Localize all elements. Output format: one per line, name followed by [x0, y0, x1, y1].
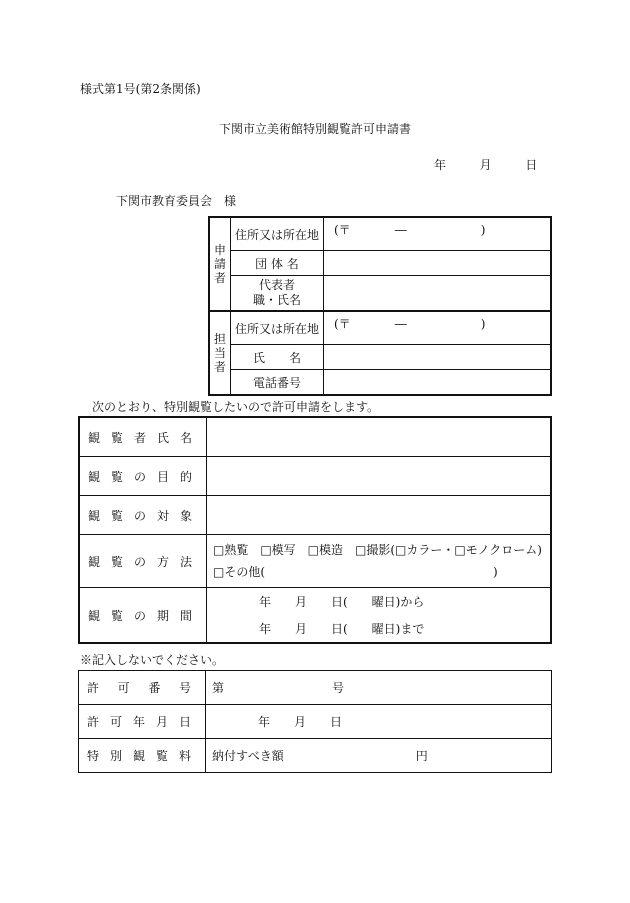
- date-month: 月: [479, 158, 492, 172]
- label-char: 覧: [155, 749, 168, 763]
- permit-number-label: [79, 671, 206, 705]
- rep-label-line: 職・氏名: [252, 293, 301, 307]
- label-char: 月: [155, 715, 168, 729]
- label-char: 覧: [110, 430, 123, 445]
- label-char: の: [133, 469, 146, 484]
- applicant-group-label: [209, 217, 231, 311]
- permit-date-field[interactable]: 年 月 日: [206, 705, 552, 739]
- label-char: 観: [132, 749, 145, 763]
- zip-open: (〒: [334, 317, 351, 331]
- applicant-rep-field[interactable]: [324, 276, 552, 312]
- permit-number-field[interactable]: 第 号: [206, 671, 552, 705]
- method-label: [79, 535, 207, 588]
- label-char: 観: [88, 554, 101, 569]
- label-char: 観: [88, 608, 101, 623]
- method-other-line[interactable]: □その他( ): [213, 565, 498, 579]
- label-char: 料: [178, 749, 191, 763]
- label-char: 覧: [110, 508, 123, 523]
- label-char: 目: [156, 469, 169, 484]
- form-number: 様式第1号(第2条関係): [80, 82, 201, 96]
- label-char: 年: [132, 715, 145, 729]
- viewer-name-field[interactable]: [207, 417, 552, 457]
- fee-label: [79, 739, 206, 773]
- label-char: 日: [178, 715, 191, 729]
- applicant-rep-label: [231, 276, 324, 312]
- applicant-table: [208, 216, 552, 396]
- label-char: の: [133, 508, 146, 523]
- applicant-org-label: 団 体 名: [231, 251, 324, 276]
- label-char: 氏: [156, 430, 169, 445]
- fee-field[interactable]: 納付すべき額 円: [206, 739, 552, 773]
- contact-phone-label: 電話番号: [231, 370, 324, 396]
- group-char: 請: [213, 257, 226, 271]
- group-char: 者: [213, 271, 226, 285]
- zip-close: ): [480, 223, 486, 237]
- target-label: [79, 496, 207, 535]
- zip-dash: ―: [394, 317, 407, 331]
- label-char: 者: [133, 430, 146, 445]
- zip-dash: ―: [394, 223, 407, 237]
- label-char: 方: [156, 554, 169, 569]
- applicant-org-field[interactable]: [324, 251, 552, 276]
- period-field[interactable]: [207, 588, 552, 644]
- label-char: 期: [156, 608, 169, 623]
- method-field[interactable]: [207, 535, 552, 588]
- contact-address-label: 住所又は所在地: [231, 311, 324, 345]
- permit-date-label: [79, 705, 206, 739]
- contact-name-label: 氏 名: [231, 345, 324, 370]
- label-char: 特: [87, 749, 100, 763]
- contact-group-label: [209, 311, 231, 395]
- label-char: 名: [179, 430, 192, 445]
- label-char: 間: [179, 608, 192, 623]
- group-char: 者: [213, 360, 226, 374]
- label-char: の: [133, 608, 146, 623]
- period-to-line: 年 月 日( 曜日)まで: [259, 622, 425, 636]
- applicant-address-label: 住所又は所在地: [231, 217, 324, 251]
- purpose-label: [79, 457, 207, 496]
- viewer-name-label: [79, 417, 207, 457]
- intro-text: 次のとおり、特別観覧したいので許可申請をします。: [92, 400, 380, 414]
- label-char: 可: [117, 681, 130, 695]
- label-char: 覧: [110, 469, 123, 484]
- period-label: [79, 588, 207, 644]
- contact-phone-field[interactable]: [324, 370, 552, 396]
- label-char: 号: [178, 681, 191, 695]
- label-char: 法: [179, 554, 192, 569]
- label-char: 可: [109, 715, 122, 729]
- date-day: 日: [525, 158, 538, 172]
- group-char: 申: [213, 243, 226, 257]
- label-char: 番: [148, 681, 161, 695]
- label-char: 的: [179, 469, 192, 484]
- date-line: [434, 156, 537, 173]
- label-char: 別: [109, 749, 122, 763]
- contact-name-field[interactable]: [324, 345, 552, 370]
- purpose-field[interactable]: [207, 457, 552, 496]
- office-use-note: ※記入しないでください。: [80, 653, 225, 667]
- label-char: 観: [88, 469, 101, 484]
- zip-template: [324, 218, 550, 238]
- zip-open: (〒: [334, 223, 351, 237]
- viewing-table: [78, 416, 552, 644]
- addressee: 下関市教育委員会 様: [116, 194, 237, 208]
- rep-label-line: 代表者: [258, 278, 295, 292]
- target-field[interactable]: [207, 496, 552, 535]
- method-options-line[interactable]: □熟覧 □模写 □模造 □撮影(□カラー・□モノクローム): [213, 543, 542, 557]
- label-char: 覧: [110, 608, 123, 623]
- label-char: 許: [87, 681, 100, 695]
- date-year: 年: [434, 158, 447, 172]
- zip-close: ): [480, 317, 486, 331]
- label-char: 対: [156, 508, 169, 523]
- period-from-line: 年 月 日( 曜日)から: [259, 595, 425, 609]
- label-char: 覧: [110, 554, 123, 569]
- label-char: 観: [88, 508, 101, 523]
- zip-template: [324, 312, 550, 332]
- group-char: 当: [213, 346, 226, 360]
- label-char: 象: [179, 508, 192, 523]
- office-use-table: [78, 670, 552, 773]
- label-char: 観: [88, 430, 101, 445]
- group-char: 担: [213, 332, 226, 346]
- contact-address-field[interactable]: [324, 311, 552, 345]
- label-char: 許: [87, 715, 100, 729]
- document-title: 下関市立美術館特別観覧許可申請書: [218, 122, 411, 136]
- applicant-address-field[interactable]: [324, 217, 552, 251]
- label-char: の: [133, 554, 146, 569]
